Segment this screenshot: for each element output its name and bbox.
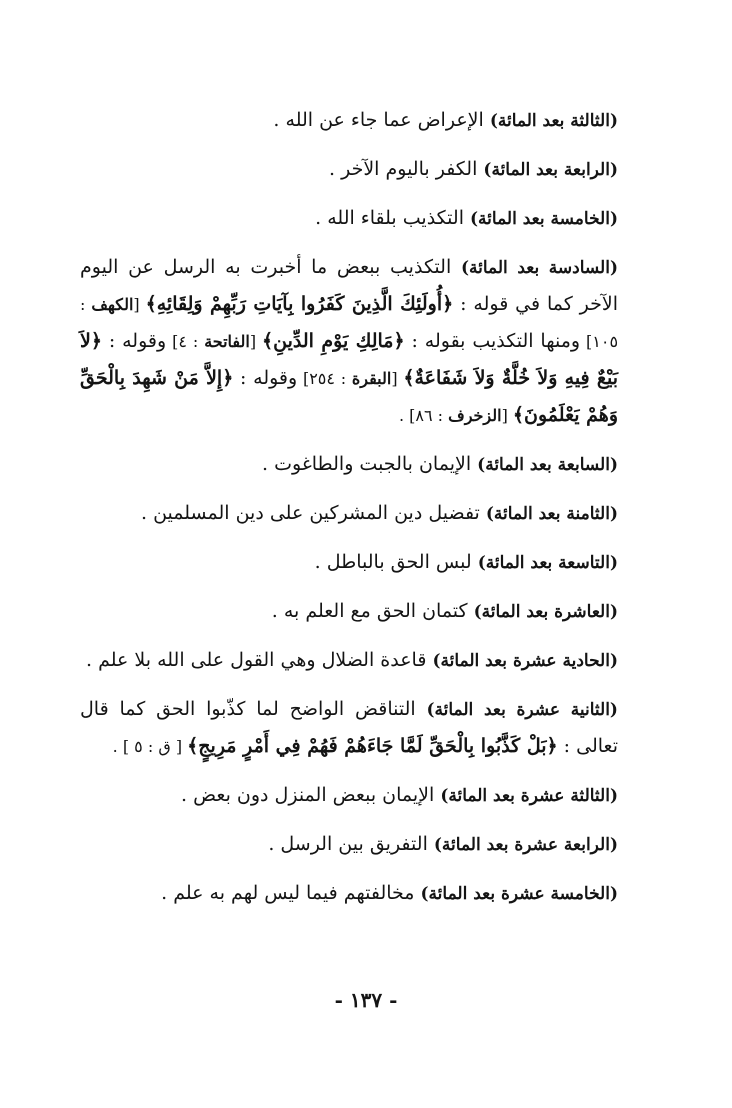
verse-reference: [الكهف : ١٠٥] (80, 295, 619, 351)
item-label: (الثالثة عشرة بعد المائة) (440, 786, 618, 806)
verse-reference: [الفاتحة : ٤] (166, 332, 263, 351)
item-label: (الثامنة بعد المائة) (485, 504, 618, 524)
item-label: (السابعة بعد المائة) (477, 455, 618, 475)
sura-name: البقرة (351, 369, 392, 388)
item-text: الكفر باليوم الآخر . (329, 158, 484, 180)
item-label: (العاشرة بعد المائة) (473, 602, 618, 622)
sura-name: الزخرف (448, 406, 502, 425)
quran-verse: ﴿مَالِكِ يَوْمِ الدِّينِ﴾ (262, 330, 405, 352)
sura-name: الفاتحة (204, 332, 250, 351)
quran-verse: ﴿أُولَئِكَ الَّذِينَ كَفَرُوا بِآيَاتِ رَبِّهِمْ وَلِقَائِهِ﴾ (145, 293, 454, 315)
quran-verse: ﴿إِلاَّ مَنْ شَهِدَ بِالْحَقِّ وَهُمْ يَعْلَمُونَ﴾ (80, 367, 618, 426)
item-text: التناقض الواضح لما كذّبوا الحق كما قال تعالى : (80, 698, 618, 757)
item-text: قاعدة الضلال وهي القول على الله بلا علم . (86, 649, 433, 671)
item-label: (السادسة بعد المائة) (460, 258, 619, 278)
item-112 (80, 691, 646, 765)
page-number: - ١٣٧ - (334, 988, 398, 1012)
item-104 (80, 151, 646, 188)
item-111 (80, 642, 646, 679)
quran-verse: ﴿لاَ بَيْعٌ فِيهِ وَلاَ خُلَّةٌ وَلاَ شَفَاعَةٌ﴾ (80, 330, 619, 389)
item-label: (التاسعة بعد المائة) (477, 553, 618, 573)
item-110 (80, 593, 646, 630)
item-115 (80, 875, 646, 912)
item-label: (الثالثة بعد المائة) (489, 111, 618, 131)
item-label: (الحادية عشرة بعد المائة) (432, 651, 618, 671)
item-text: ومنها التكذيب بقوله : (404, 330, 581, 352)
item-text: التفريق بين الرسل . (268, 833, 434, 855)
item-label: (الخامسة بعد المائة) (470, 209, 618, 229)
item-113 (80, 777, 646, 814)
item-114 (80, 826, 646, 863)
item-text: وقوله : (101, 330, 167, 352)
item-text: مخالفتهم فيما ليس لهم به علم . (161, 882, 421, 904)
verse-reference: [البقرة : ٢٥٤] (297, 369, 404, 388)
item-label: (الرابعة بعد المائة) (483, 160, 618, 180)
sura-name: الكهف (91, 295, 134, 314)
item-105 (80, 200, 646, 237)
item-107 (80, 446, 646, 483)
item-label: (الخامسة عشرة بعد المائة) (420, 884, 618, 904)
item-text: التكذيب ببعض ما أخبرت به الرسل عن اليوم الآخر كما في قوله : (80, 256, 618, 315)
item-103 (80, 102, 646, 139)
page-body (80, 102, 646, 924)
item-text: الإعراض عما جاء عن الله . (273, 109, 490, 131)
item-label: (الرابعة عشرة بعد المائة) (433, 835, 618, 855)
item-text: لبس الحق بالباطل . (314, 551, 478, 573)
item-text: الإيمان ببعض المنزل دون بعض . (181, 784, 441, 806)
item-108 (80, 495, 646, 532)
verse-reference: [ ق : ٥ ] . (112, 737, 188, 756)
item-106 (80, 249, 646, 434)
item-text: التكذيب بلقاء الله . (315, 207, 471, 229)
quran-verse: ﴿بَلْ كَذَّبُوا بِالْحَقِّ لَمَّا جَاءَهُمْ فَهُمْ فِي أَمْرٍ مَرِيجٍ﴾ (187, 735, 558, 757)
item-text: وقوله : (233, 367, 298, 389)
item-109 (80, 544, 646, 581)
item-text: تفضيل دين المشركين على دين المسلمين . (140, 502, 486, 524)
verse-reference: [الزخرف : ٨٦] . (398, 406, 513, 425)
item-text: كتمان الحق مع العلم به . (271, 600, 474, 622)
item-text: الإيمان بالجبت والطاغوت . (262, 453, 478, 475)
item-label: (الثانية عشرة بعد المائة) (426, 700, 618, 720)
